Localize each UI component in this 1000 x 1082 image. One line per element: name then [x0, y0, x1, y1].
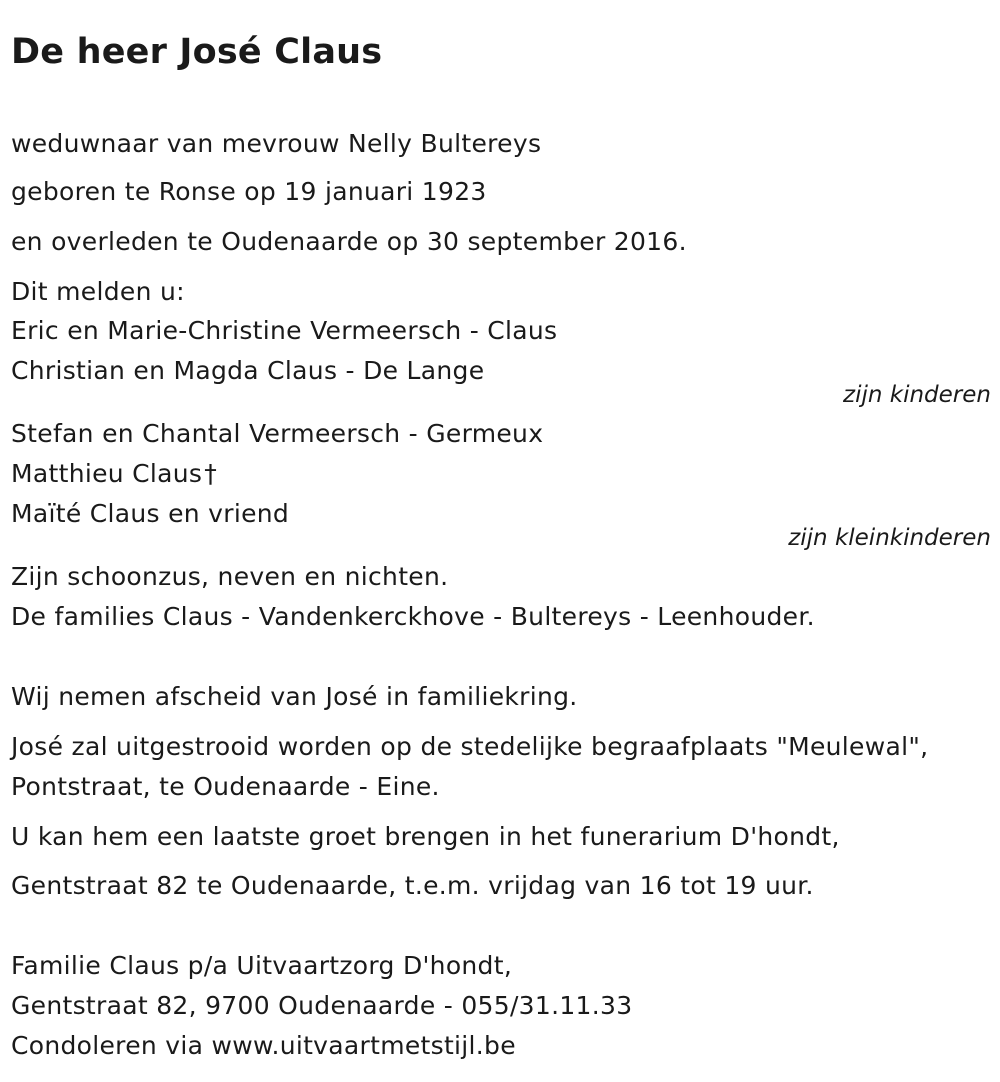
page-title: De heer José Claus [11, 32, 383, 72]
farewell-line-4: U kan hem een laatste groet brengen in het funerarium D'hondt, [11, 822, 840, 851]
farewell-line-1: Wij nemen afscheid van José in familiekring. [11, 682, 578, 711]
grandchild-name: Matthieu Claus [11, 459, 203, 488]
child-line-2: Christian en Magda Claus - De Lange [11, 356, 485, 385]
family-line-1: Zijn schoonzus, neven en nichten. [11, 562, 449, 591]
farewell-line-3: Pontstraat, te Oudenaarde - Eine. [11, 772, 440, 801]
children-label: zijn kinderen [843, 382, 991, 408]
family-line-2: De families Claus - Vandenkerckhove - Bultereys - Leenhouder. [11, 602, 815, 631]
grandchild-line-2 [11, 459, 217, 489]
grandchildren-label: zijn kleinkinderen [788, 525, 991, 551]
intro-line-widower: weduwnaar van mevrouw Nelly Bultereys [11, 129, 542, 158]
grandchild-line-1: Stefan en Chantal Vermeersch - Germeux [11, 419, 544, 448]
child-line-1: Eric en Marie-Christine Vermeersch - Claus [11, 316, 558, 345]
intro-line-died: en overleden te Oudenaarde op 30 september 2016. [11, 227, 687, 256]
announcement-label: Dit melden u: [11, 277, 185, 306]
farewell-line-5: Gentstraat 82 te Oudenaarde, t.e.m. vrijdag van 16 tot 19 uur. [11, 871, 814, 900]
contact-line-2: Gentstraat 82, 9700 Oudenaarde - 055/31.11.33 [11, 991, 633, 1020]
farewell-line-2: José zal uitgestrooid worden op de stedelijke begraafplaats "Meulewal", [11, 732, 929, 761]
cross-icon: † [204, 459, 218, 488]
intro-line-born: geboren te Ronse op 19 januari 1923 [11, 177, 487, 206]
grandchild-line-3: Maïté Claus en vriend [11, 499, 290, 528]
contact-line-3: Condoleren via www.uitvaartmetstijl.be [11, 1031, 516, 1060]
contact-line-1: Familie Claus p/a Uitvaartzorg D'hondt, [11, 951, 513, 980]
